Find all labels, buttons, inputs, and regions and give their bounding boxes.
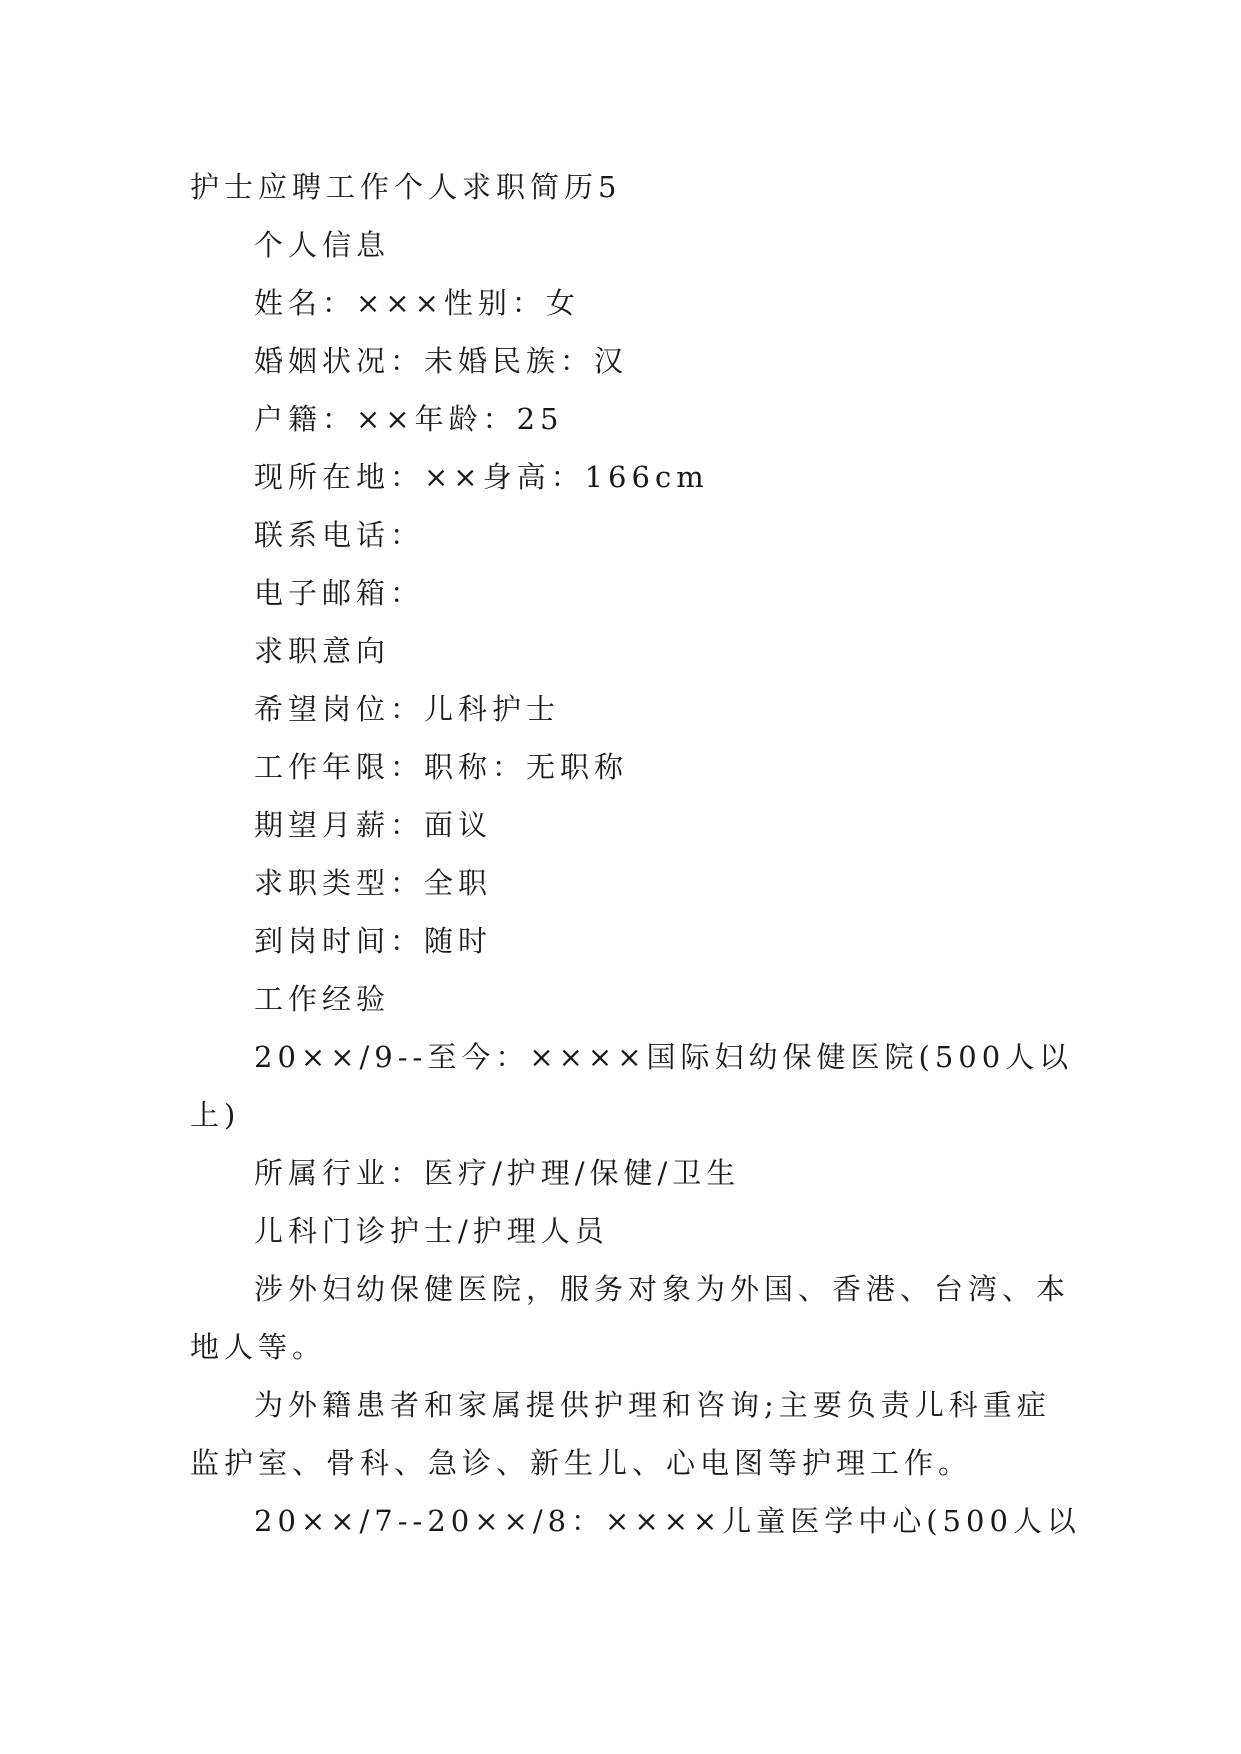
experience-2-period: 20××/7--20××/8：××××儿童医学中心(500人以 [254,1504,1081,1538]
work-years-title-line: 工作年限：职称：无职称 [254,750,629,784]
document-body [190,158,1081,1550]
document-title: 护士应聘工作个人求职简历5 [190,170,622,204]
experience-1-role: 儿科门诊护士/护理人员 [254,1214,609,1248]
section-heading-personal-info: 个人信息 [254,228,391,262]
start-time-line: 到岗时间：随时 [254,924,493,958]
experience-1-period: 20××/9--至今：××××国际妇幼保健医院(500人以 [254,1040,1074,1074]
job-type-line: 求职类型：全职 [254,866,493,900]
email-line: 电子邮箱： [254,576,425,610]
experience-1-description-1: 涉外妇幼保健医院，服务对象为外国、香港、台湾、本 [254,1272,1071,1306]
name-gender-line: 姓名：×××性别：女 [254,286,580,320]
desired-position-line: 希望岗位：儿科护士 [254,692,561,726]
experience-1-industry: 所属行业：医疗/护理/保健/卫生 [254,1156,741,1190]
section-heading-job-intention: 求职意向 [254,634,391,668]
location-height-line: 现所在地：××身高：166cm [254,460,709,494]
experience-1-description-2: 为外籍患者和家属提供护理和咨询;主要负责儿科重症 [254,1388,1051,1422]
hukou-age-line: 户籍：××年龄：25 [254,402,564,436]
marital-ethnicity-line: 婚姻状况：未婚民族：汉 [254,344,629,378]
experience-1-description-1-continued: 地人等。 [190,1330,327,1364]
experience-1-period-continued: 上) [190,1098,241,1132]
phone-line: 联系电话： [254,518,425,552]
section-heading-work-experience: 工作经验 [254,982,391,1016]
expected-salary-line: 期望月薪：面议 [254,808,493,842]
experience-1-description-2-continued: 监护室、骨科、急诊、新生儿、心电图等护理工作。 [190,1446,973,1480]
